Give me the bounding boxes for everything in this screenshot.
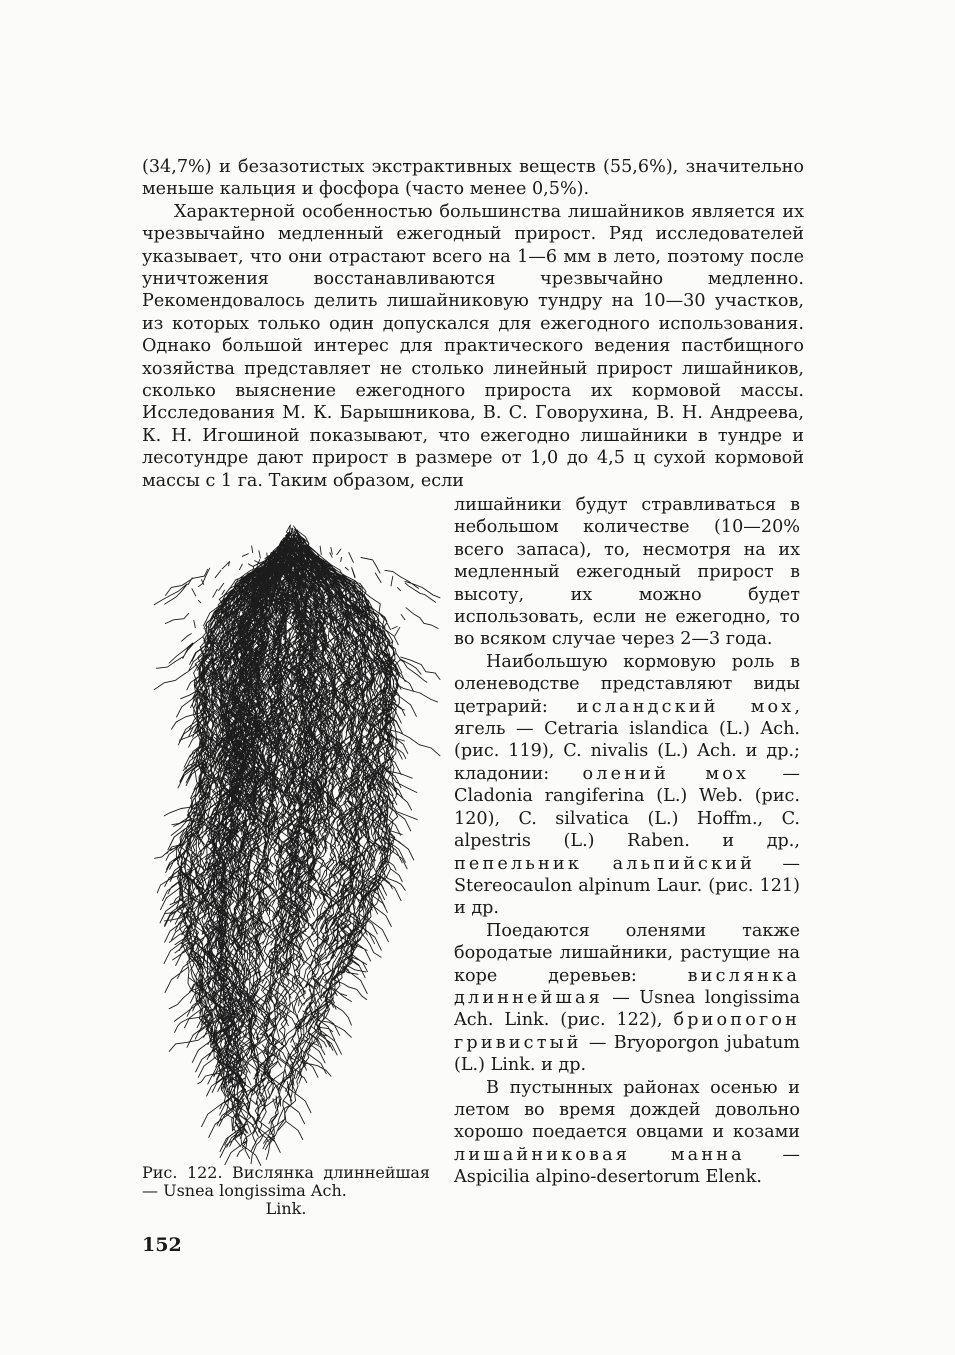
desert-text-c: — Aspicilia alpino-desertorum Elenk. [454,1144,800,1188]
lichen-illustration [132,516,444,1166]
paragraph-growth: Характерной особенностью большинства лишайников является их чрезвычайно медленный ежегодный прирост. Ряд исследователей указывает, что они отрастают всего на 1—6 мм в лето, поэтому после уничтожения восстанавливаются чрезвычайно медленно. Рекомендовалось делить лишайниковую тундру на 10—30 участков, из которых только один допускался для ежегодного использования. Однако большой интерес для практического ведения пастбищного хозяйства представляет не столько линейный прирост лишайников, сколько выяснение ежегодного прироста их кормовой массы. Исследования М. К. Барышникова, В. С. Говорухина, В. Н. Андреева, К. Н. Игошиной показывают, что ежегодно лишайники в тундре и лесотундре дают прирост в размере от 1,0 до 4,5 ц сухой кормовой массы с 1 га. Таким образом, если [142,201,804,491]
species-text-g: — Stereocaulon alpinum Laur. (рис. 121) и др. [454,853,800,919]
figure-usnea-longissima [132,516,444,1166]
caption-line-1: Рис. 122. Вислянка длиннейшая — Usnea longissima Ach. [142,1163,430,1200]
term-lichen-manna: лишайниковая манна [454,1144,745,1165]
caption-line-2: Link. [265,1199,307,1218]
bearded-text-e: — Bryoporgon jubatum (L.) Link. и др. [454,1032,800,1076]
paragraph-bearded-lichens [454,920,800,1077]
figure-caption [142,1164,430,1218]
paragraph-desert-lichen [454,1077,800,1189]
term-usnea: вислянка длиннейшая [454,965,800,1008]
term-stereocaulon: пепельник альпийский [454,853,755,874]
term-bryoporgon: бриопогон гривистый [454,1010,800,1053]
lichen-strands [154,525,440,1166]
bearded-text-c: — Usnea longissima Ach. Link. (рис. 122), [454,987,800,1031]
page-number: 152 [142,1234,182,1256]
species-text-c: , ягель — Cetraria islandica (L.) Ach. (рис. 119), C. nivalis (L.) Ach. и др.; кладонии: [454,696,800,784]
paragraph-continuation: (34,7%) и безазотистых экстрактивных веществ (55,6%), значительно меньше кальция и фосфора (часто менее 0,5%). [142,157,804,200]
term-iceland-moss: исландский мох [576,696,795,717]
desert-text-a: В пустынных районах осенью и летом во время дождей довольно хорошо поедается овцами и козами [454,1077,800,1143]
species-text-e: — Cladonia rangiferina (L.) Web. (рис. 120), C. silvatica (L.) Hoffm., C. alpestris (L.) Raben. и др., [454,763,800,852]
top-text-block [142,156,804,492]
bearded-text-a: Поедаются оленями также бородатые лишайники, растущие на коре деревьев: [454,920,800,986]
right-text-column [454,494,800,1189]
paragraph-species [454,651,800,920]
species-text-a: Наибольшую кормовую роль в оленеводстве представляют виды цетрарий: [454,651,800,717]
paragraph-grazing: лишайники будут стравливаться в небольшом количестве (10—20% всего запаса), то, несмотря на их медленный ежегодный прирост в высоту, их можно будет использовать, если не ежегодно, то во всяком случае через 2—3 года. [454,495,800,650]
term-reindeer-moss: олений мох [582,763,750,784]
